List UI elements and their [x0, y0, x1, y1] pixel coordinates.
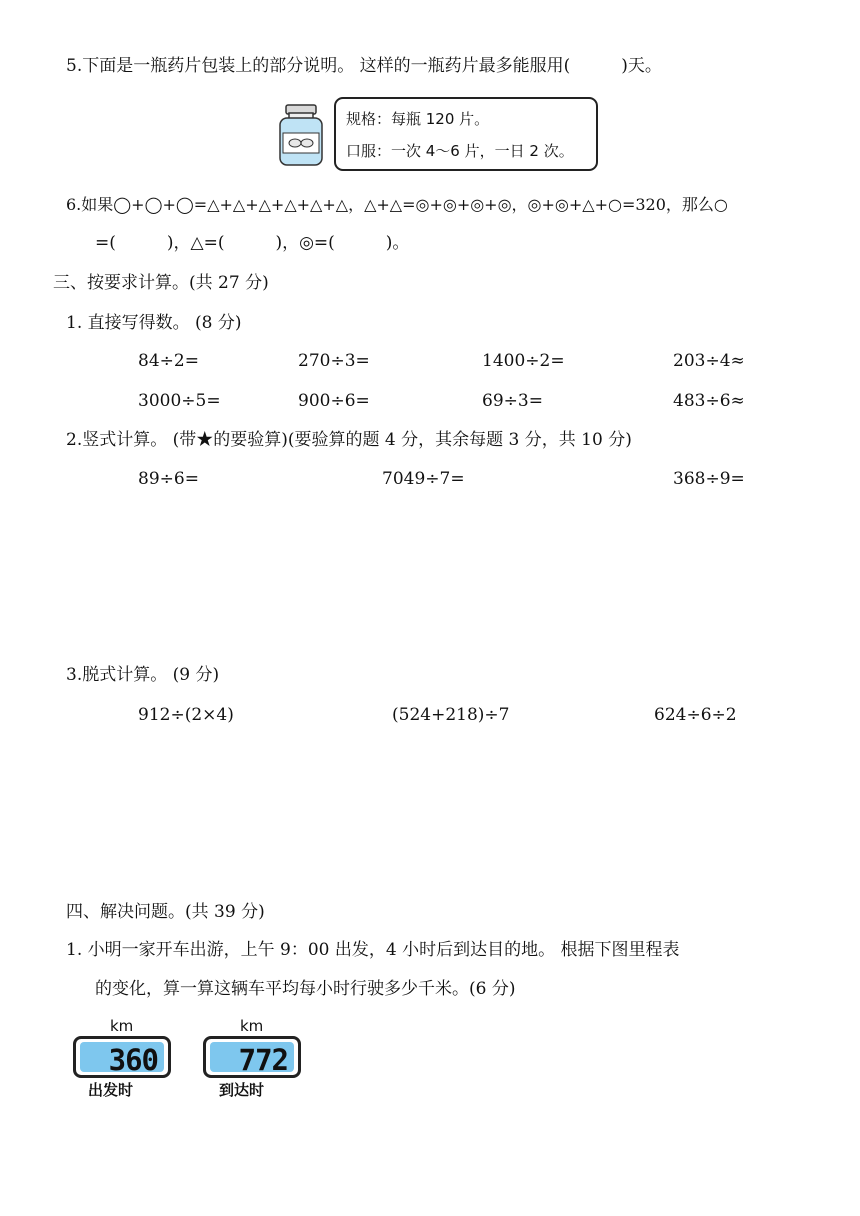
vertical-calc-item: 7049÷7=: [382, 469, 465, 489]
label-dosage: 口服：一次 4～6 片，一日 2 次。: [346, 142, 574, 160]
section-3-sub1-title: 1. 直接写得数。 (8 分): [66, 313, 242, 333]
question-6-line2: =( )，△=( )，◎=( )。: [95, 233, 410, 253]
odometer-unit: km: [110, 1017, 134, 1035]
vertical-calc-item: 89÷6=: [138, 469, 199, 489]
odometer-end: [203, 1036, 301, 1078]
odometer-start: [73, 1036, 171, 1078]
odometer-screen: [80, 1042, 164, 1077]
stepwise-calc-item: 912÷(2×4): [138, 705, 234, 725]
direct-calc-item: 1400÷2=: [482, 351, 565, 371]
odometer-unit: km: [240, 1017, 264, 1035]
section-3-title: 三、按要求计算。(共 27 分): [53, 273, 269, 293]
direct-calc-item: 69÷3=: [482, 391, 543, 411]
direct-calc-item: 3000÷5=: [138, 391, 221, 411]
odometer-screen: [210, 1042, 294, 1077]
direct-calc-item: 84÷2=: [138, 351, 199, 371]
odometer-value: 772: [238, 1043, 288, 1077]
label-spec: 规格：每瓶 120 片。: [346, 110, 490, 128]
section-4-title: 四、解决问题。(共 39 分): [66, 902, 265, 922]
direct-calc-item: 203÷4≈: [673, 351, 745, 371]
section-3-sub2-title: 2.竖式计算。 (带★的要验算)(要验算的题 4 分，其余每题 3 分，共 10 分): [66, 430, 632, 450]
odometer-value: 360: [108, 1043, 158, 1077]
question-6-line1: 6.如果◯+◯+◯=△+△+△+△+△+△，△+△=◎+◎+◎+◎，◎+◎+△+○=320，那么○: [66, 195, 728, 214]
question-5-text: 5.下面是一瓶药片包装上的部分说明。 这样的一瓶药片最多能服用( )天。: [66, 56, 662, 76]
section-4-q1-line1: 1. 小明一家开车出游，上午 9：00 出发，4 小时后到达目的地。 根据下图里程表: [66, 940, 680, 960]
medicine-label-callout: [334, 97, 598, 171]
direct-calc-item: 900÷6=: [298, 391, 370, 411]
stepwise-calc-item: 624÷6÷2: [654, 705, 737, 725]
direct-calc-item: 270÷3=: [298, 351, 370, 371]
medicine-bottle-icon: [278, 103, 324, 167]
stepwise-calc-item: (524+218)÷7: [392, 705, 510, 725]
direct-calc-item: 483÷6≈: [673, 391, 745, 411]
odometer-label: 到达时: [219, 1081, 265, 1099]
section-3-sub3-title: 3.脱式计算。 (9 分): [66, 665, 220, 685]
odometer-label: 出发时: [88, 1081, 134, 1099]
vertical-calc-item: 368÷9=: [673, 469, 745, 489]
section-4-q1-line2: 的变化，算一算这辆车平均每小时行驶多少千米。(6 分): [95, 979, 516, 999]
